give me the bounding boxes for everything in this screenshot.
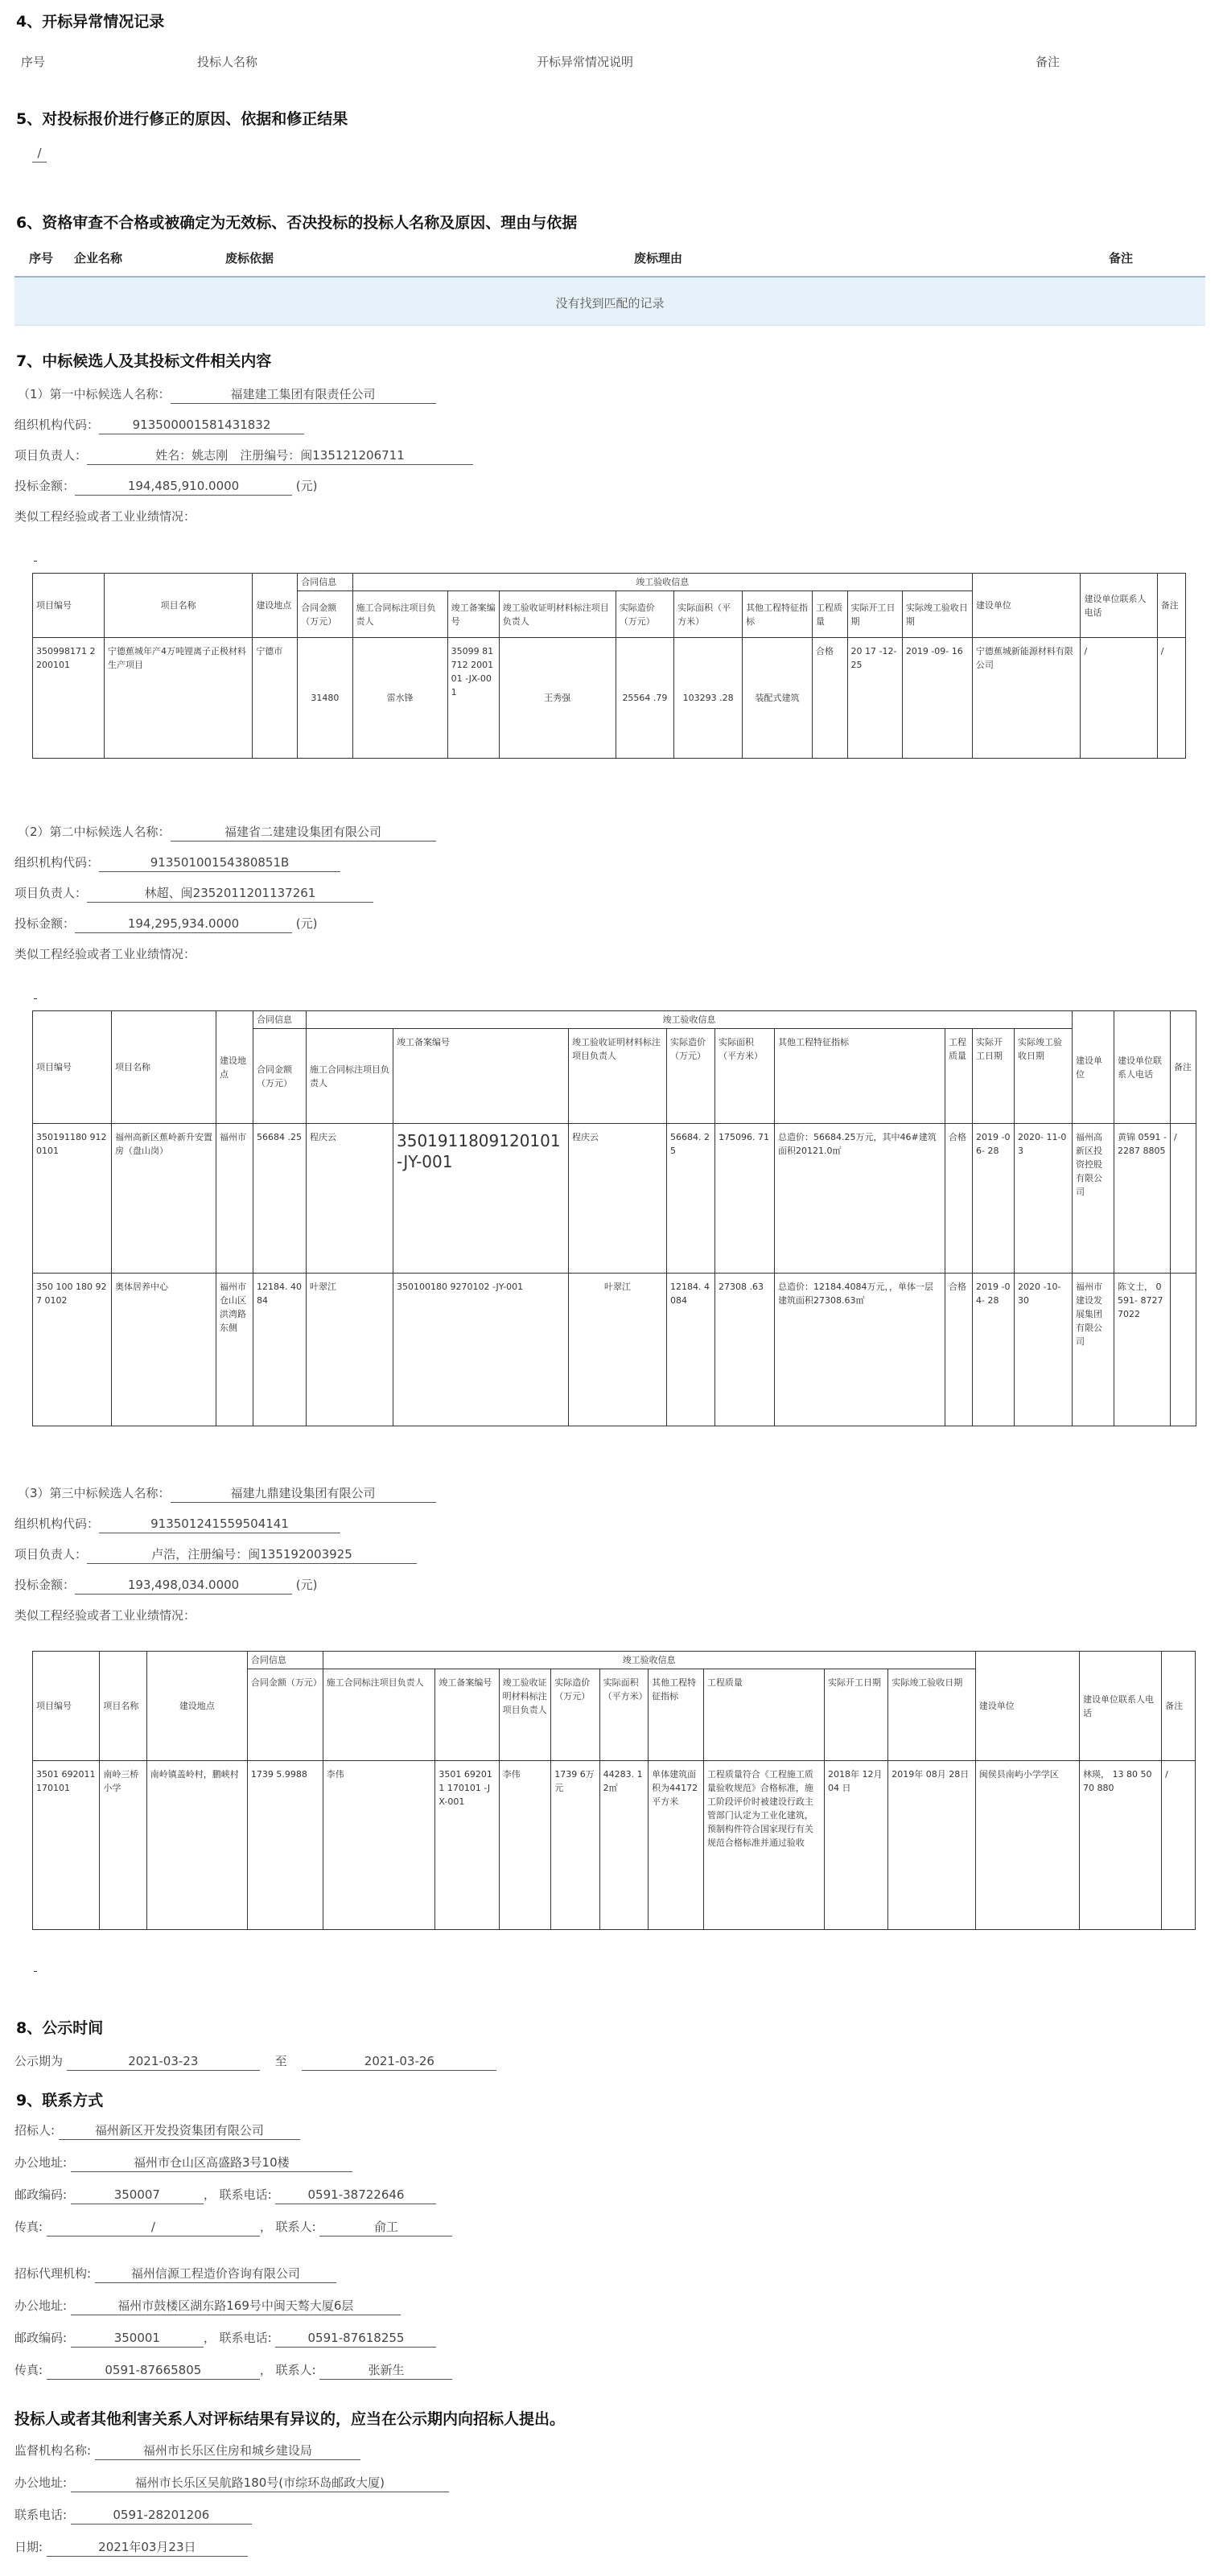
supervisor-phone-row: 联系电话: 0591-28201206	[14, 2505, 252, 2525]
section-7-title: 7、中标候选人及其投标文件相关内容	[16, 352, 272, 370]
table-row: 350191180 9120101 福州高新区蕉岭新升安置房（盘山岗） 福州市 56684 .25 程庆云 3501911809120101-JY-001 程庆云 56684. 25 175096. 71 总造价：56684.25万元，其中46#建筑面积20121.0㎡ 合格 2019 -06- 28 2020- 11-03 福州高新区投资控股有限公司 黄锦 0591 -2287 8805 /	[33, 1124, 1196, 1274]
tenderer-zip-phone-row: 邮政编码: 350007 ， 联系电话: 0591-38722646	[14, 2185, 436, 2204]
candidate-2-pm: 林超、闽2352011201137261	[87, 885, 373, 903]
section-6-title: 6、资格审查不合格或被确定为无效标、否决投标的投标人名称及原因、理由与依据	[16, 214, 578, 232]
agent-name: 福州信源工程造价咨询有限公司	[95, 2265, 336, 2283]
tenderer-zip: 350007	[71, 2187, 204, 2204]
tenderer-address: 福州市仓山区高盛路3号10楼	[71, 2154, 352, 2172]
candidate-2-similar-label: 类似工程经验或者工业业绩情况：	[14, 947, 196, 961]
section-4-title: 4、开标异常情况记录	[16, 13, 165, 31]
col-reason: 废标理由	[634, 251, 683, 265]
date-row: 日期: 2021年03月23日	[14, 2537, 248, 2557]
agent-phone: 0591-87618255	[275, 2330, 436, 2348]
col-seq: 序号	[29, 251, 54, 265]
candidate-3-pm-row: 项目负责人： 卢浩，注册编号：闽135192003925	[14, 1545, 417, 1564]
supervisor-address: 福州市长乐区吴航路180号(市综环岛邮政大厦)	[71, 2475, 449, 2492]
table-row: 350998171 2200101 宁德蕉城年产4万吨锂离子正极材料生产项目 宁德市 31480 雷水锋 35099 81712 200101 -JX-001 王秀强 25564 .79 103293 .28 装配式建筑 合格 20 17 -12- 25 2019 -09- 16 宁德蕉城新能源材料有限公司 / /	[33, 638, 1186, 759]
dash-mark	[34, 998, 37, 999]
price-correction-value: /	[32, 143, 47, 163]
section-8-title: 8、公示时间	[16, 2019, 104, 2037]
agent-zip: 350001	[71, 2330, 204, 2348]
supervisor-address-row: 办公地址: 福州市长乐区吴航路180号(市综环岛邮政大厦)	[14, 2473, 449, 2492]
supervisor-phone: 0591-28201206	[71, 2507, 252, 2525]
candidate-3-name-row: （3）第三中标候选人名称： 福建九鼎建设集团有限公司	[18, 1483, 436, 1503]
agent-address: 福州市鼓楼区湖东路169号中闽天骜大厦6层	[71, 2298, 401, 2315]
candidate-2-amount-row: 投标金额： 194,295,934.0000 (元)	[14, 914, 318, 933]
candidate-2-name: 福建省二建建设集团有限公司	[171, 824, 436, 842]
candidate-2-name-row: （2）第二中标候选人名称： 福建省二建建设集团有限公司	[18, 822, 436, 842]
publish-date: 2021年03月23日	[47, 2539, 248, 2557]
candidate-3-org-code: 91350124155950414​1	[99, 1516, 340, 1533]
tenderer-name: 福州新区开发投资集团有限公司	[59, 2122, 300, 2140]
dash-mark	[34, 561, 37, 562]
candidate-2-org-code: 913501001543808​51B	[99, 854, 340, 872]
project-name-link[interactable]: 福州高新区蕉岭新升安置房（盘山岗）	[112, 1124, 216, 1274]
candidate-1-org-row: 组织机构代码： 91350000158143183​2	[14, 415, 304, 434]
publicity-period-row: 公示期为 2021-03-23 至 2021-03-26	[14, 2051, 496, 2071]
tenderer-address-row: 办公地址: 福州市仓山区高盛路3号10楼	[14, 2153, 352, 2172]
candidate-1-amount: 194,485,910.0000	[75, 478, 292, 496]
candidate-3-amount-row: 投标金额： 193,498,034.0000 (元)	[14, 1575, 318, 1595]
col-remark: 备注	[1109, 251, 1134, 265]
candidate-3-name: 福建九鼎建设集团有限公司	[171, 1485, 436, 1503]
agent-contact: 张新生	[319, 2362, 452, 2380]
tenderer-contact: 俞工	[319, 2219, 452, 2237]
table-row: 350 100 180 927 0102 奥体居养中心 福州市仓山区洪湾路东侧 12184. 4084 叶翠江 350100180 9270102 -JY-001 叶翠江 12184. 4084 27308 .63 总造价：12184.4084万元，，单体一层建筑面积27308.63㎡ 合格 2019 -04- 28 2020 -10- 30 福州市建设发展集团有限公司 陈文士， 0591- 8727 7022	[33, 1274, 1196, 1426]
section-9-title: 9、联系方式	[16, 2092, 104, 2109]
candidate-1-pm-row: 项目负责人： 姓名：姚志刚 注册编号：闽135121206711	[14, 446, 473, 465]
candidate-2-org-row: 组织机构代码： 913501001543808​51B	[14, 853, 340, 872]
candidate-3-org-row: 组织机构代码： 91350124155950414​1	[14, 1514, 340, 1533]
col-company: 企业名称	[74, 251, 123, 265]
col-bidder-name: 投标人名称	[197, 55, 258, 69]
candidate-1-amount-row: 投标金额： 194,485,910.0000 (元)	[14, 476, 318, 496]
candidate-3-similar-label: 类似工程经验或者工业业绩情况：	[14, 1608, 196, 1623]
agent-fax: 0591-87665805	[47, 2362, 260, 2380]
table-row: 3501 692011 170101 南岭三桥小学 南岭镇盖岭村，鹏峡村 1739 5.9988 李伟 3501 692011 170101 -JX-001 李伟 1739 6万元 44283. 12㎡ 单体建筑面积为44172平方米 工程质量符合《工程施工质量验收规范》合格标准，施工阶段评价时被建设行政主管部门认定为工业化建筑，预制构件符合国家现行有关规范合格标准并通过验收 2018年 12月 04 日 2019年 08月 28日 闽侯县南屿小学学区 林瑛， 13 80 50 70 880 /	[33, 1761, 1196, 1930]
candidate-2-pm-row: 项目负责人： 林超、闽2352011201137261	[14, 883, 373, 903]
candidate-2-performance-table: 项目编号 项目名称 建设地点 合同信息 竣工验收信息 建设单位 建设单位联系人电话 备注 合同金额（万元） 施工合同标注项目负责人 竣工备案编号 竣工验收证明材料标注项目负责人 实际造价（万元） 实际面积（平方米） 其他工程特征指标 工程质量 实际开工日期 实际竣工验收日期 350191180 9120101 福州高新区蕉岭新升安置房（盘山岗） 福州市 56684 .25 程庆云 3501911809120101-JY-001 程庆云 56684. 25 175096. 71 总造价：56684.25万元，其中46#建筑面积20121.0㎡ 合格 2019 -06- 28 2020- 11-03 福州高新区投资控股有限公司 黄锦 0591 -2287 8805 / 350 100 180 927 0102 奥体居养中心 福州市仓山区洪湾路东侧 12184. 4084 叶翠江 350100180 9270102 -JY-001 叶翠江 12184. 4084 27308 .63 总造价：12184.4084万元，，单体一层建筑面积27308.63㎡ 合格 2019 -04- 28 2020 -10- 30 福州市建设发展集团有限公司 陈文士， 0591- 8727 7022	[32, 1010, 1196, 1426]
agent-address-row: 办公地址: 福州市鼓楼区湖东路169号中闽天骜大厦6层	[14, 2296, 401, 2315]
section-5-title: 5、对投标报价进行修正的原因、依据和修正结果	[16, 110, 348, 128]
dash-mark	[34, 1971, 37, 1972]
objection-notice: 投标人或者其他利害关系人对评标结果有异议的，应当在公示期内向招标人提出。	[14, 2410, 566, 2428]
tenderer-fax-contact-row: 传真: / ， 联系人: 俞工	[14, 2217, 452, 2237]
publicity-start: 2021-03-23	[67, 2053, 260, 2071]
candidate-1-pm: 姓名：姚志刚 注册编号：闽135121206711	[87, 447, 473, 465]
tenderer-row: 招标人: 福州新区开发投资集团有限公司	[14, 2121, 300, 2140]
col-basis: 废标依据	[225, 251, 274, 265]
candidate-1-performance-table: 项目编号 项目名称 建设地点 合同信息 竣工验收信息 建设单位 建设单位联系人电话 备注 合同金额（万元） 施工合同标注项目负责人 竣工备案编号 竣工验收证明材料标注项目负责人 实际造价（万元） 实际面积（平方米） 其他工程特征指标 工程质量 实际开工日期 实际竣工验收日期 350998171 2200101 宁德蕉城年产4万吨锂离子正极材料生产项目 宁德市 31480 雷水锋 35099 81712 200101 -JX-001 王秀强 25564 .79 103293 .28 装配式建筑 合格 20 17 -12- 25 2019 -09- 16 宁德蕉城新能源材料有限公司 / /	[32, 573, 1186, 759]
empty-text: 没有找到匹配的记录	[555, 296, 665, 311]
disqualified-table	[14, 241, 1205, 328]
candidate-3-pm: 卢浩，注册编号：闽135192003925	[87, 1546, 417, 1564]
candidate-1-similar-label: 类似工程经验或者工业业绩情况：	[14, 509, 196, 524]
candidate-2-amount: 194,295,934.0000	[75, 916, 292, 933]
agent-zip-phone-row: 邮政编码: 350001 ， 联系电话: 0591-87618255	[14, 2328, 436, 2348]
candidate-1-name-row: （1）第一中标候选人名称： 福建建工集团有限责任公司	[18, 385, 436, 404]
col-seq: 序号	[21, 55, 46, 69]
candidate-1-org-code: 91350000158143183​2	[99, 417, 304, 434]
publicity-end: 2021-03-26	[302, 2053, 496, 2071]
supervisor-name: 福州市长乐区住房和城乡建设局	[95, 2442, 360, 2460]
col-remark: 备注	[1036, 55, 1060, 69]
tenderer-phone: 0591-38722646	[275, 2187, 436, 2204]
supervisor-row: 监督机构名称: 福州市长乐区住房和城乡建设局	[14, 2441, 360, 2460]
col-abnormal-desc: 开标异常情况说明	[537, 55, 634, 69]
tenderer-fax: /	[47, 2219, 260, 2237]
candidate-1-name: 福建建工集团有限责任公司	[171, 386, 436, 404]
agent-row: 招标代理机构: 福州信源工程造价咨询有限公司	[14, 2264, 336, 2283]
candidate-3-amount: 193,498,034.0000	[75, 1577, 292, 1595]
candidate-3-performance-table: 项目编号 项目名称 建设地点 合同信息 竣工验收信息 建设单位 建设单位联系人电话 备注 合同金额（万元） 施工合同标注项目负责人 竣工备案编号 竣工验收证明材料标注项目负责人 实际造价（万元） 实际面积（平方米） 其他工程特征指标 工程质量 实际开工日期 实际竣工验收日期 3501 692011 170101 南岭三桥小学 南岭镇盖岭村，鹏峡村 1739 5.9988 李伟 3501 692011 170101 -JX-001 李伟 1739 6万元 44283. 12㎡ 单体建筑面积为44172平方米 工程质量符合《工程施工质量验收规范》合格标准，施工阶段评价时被建设行政主管部门认定为工业化建筑，预制构件符合国家现行有关规范合格标准并通过验收 2018年 12月 04 日 2019年 08月 28日 闽侯县南屿小学学区 林瑛， 13 80 50 70 880 /	[32, 1651, 1196, 1930]
agent-fax-contact-row: 传真: 0591-87665805 ， 联系人: 张新生	[14, 2360, 452, 2380]
